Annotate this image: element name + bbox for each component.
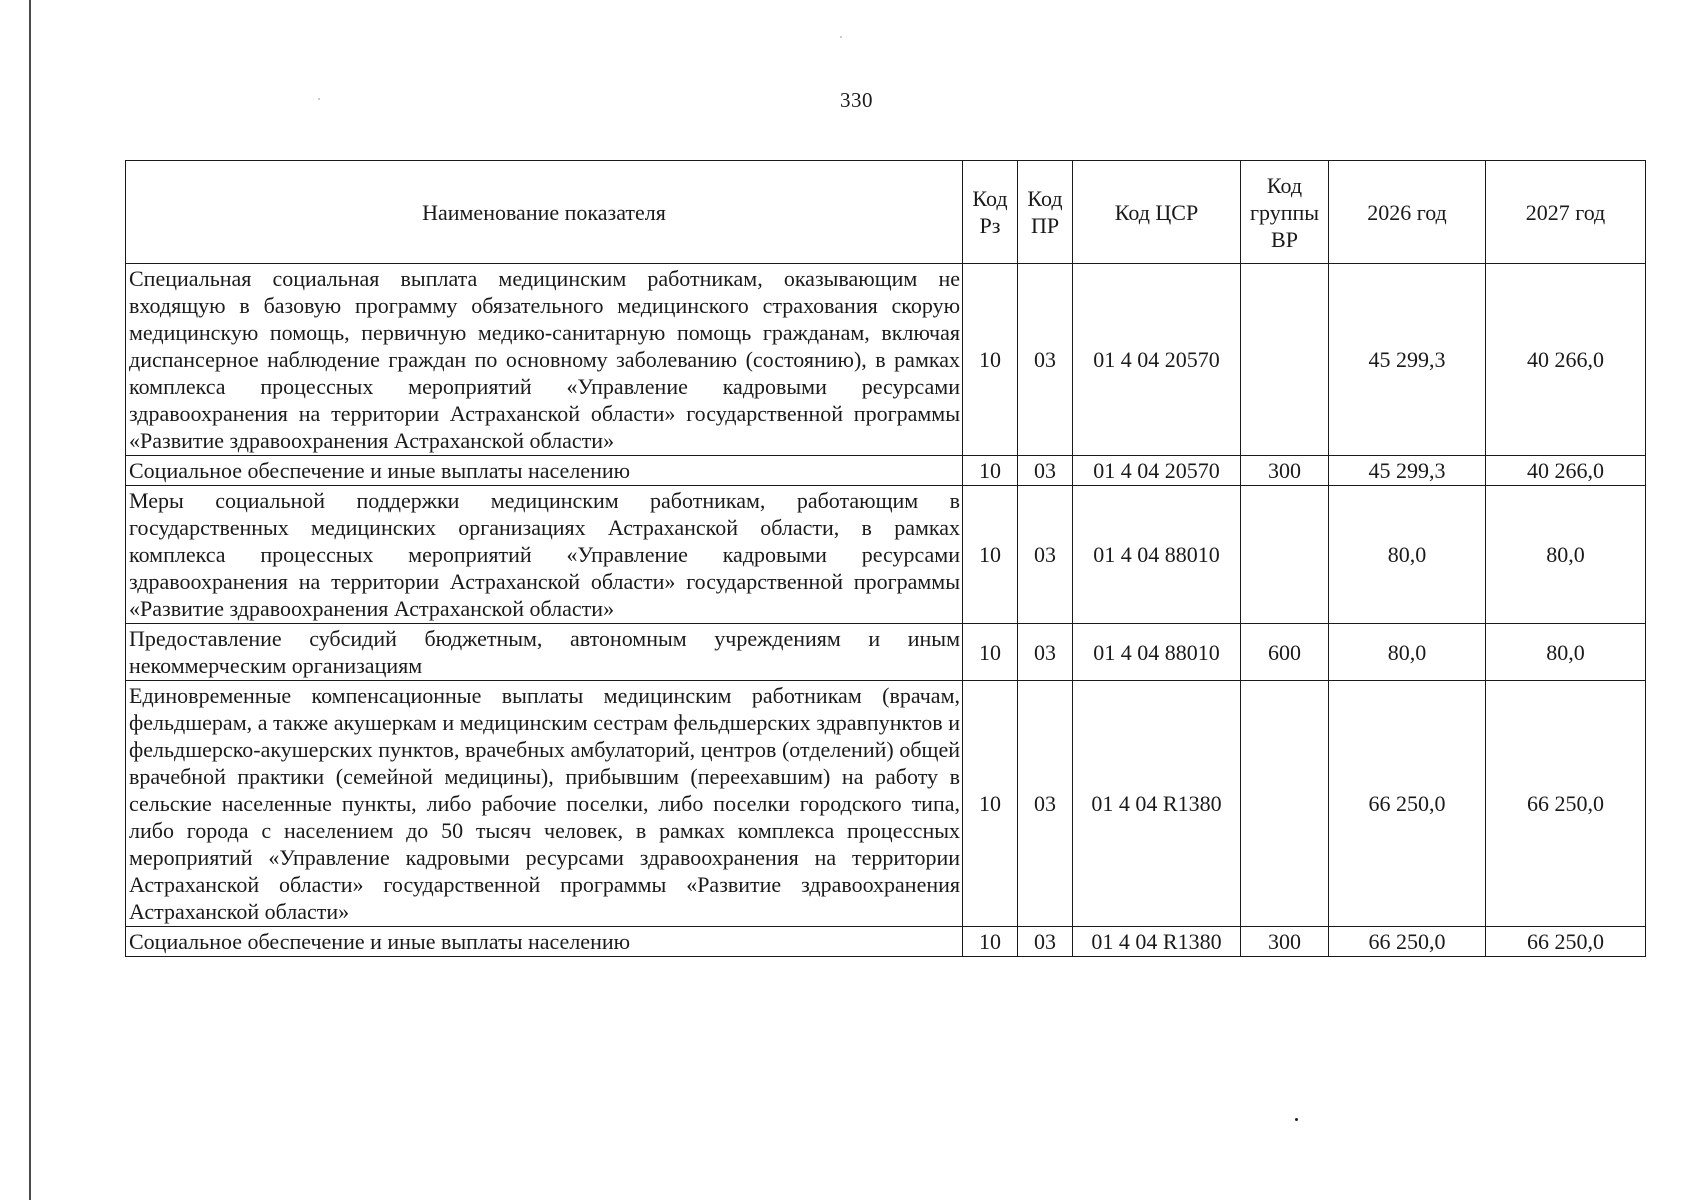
row-2027: 66 250,0 xyxy=(1486,681,1646,927)
row-2026: 80,0 xyxy=(1329,486,1486,624)
row-pr: 03 xyxy=(1018,486,1073,624)
row-pr: 03 xyxy=(1018,456,1073,486)
row-csr: 01 4 04 20570 xyxy=(1073,456,1241,486)
header-csr: Код ЦСР xyxy=(1073,161,1241,264)
row-pr: 03 xyxy=(1018,264,1073,456)
row-2026: 66 250,0 xyxy=(1329,681,1486,927)
table-row xyxy=(126,486,1646,624)
page-number: 330 xyxy=(840,88,873,112)
header-rz: Код Рз xyxy=(963,161,1018,264)
row-name: Единовременные компенсационные выплаты медицинским работникам (врачам, фельдшерам, а также акушеркам и медицинским сестрам фельдшерских здравпунктов и фельдшерско-акушерских пунктов, врачебных амбулаторий, центров (отделений) общей врачебной практики (семейной медицины), прибывшим (переехавшим) на работу в сельские населенные пункты, либо рабочие поселки, либо поселки городского типа, либо города с населением до 50 тысяч человек, в рамках комплекса процессных мероприятий «Управление кадровыми ресурсами здравоохранения на территории Астраханской области» государственной программы «Развитие здравоохранения Астраханской области» xyxy=(126,681,963,927)
row-rz: 10 xyxy=(963,264,1018,456)
row-pr: 03 xyxy=(1018,927,1073,957)
row-2026: 66 250,0 xyxy=(1329,927,1486,957)
row-2026: 45 299,3 xyxy=(1329,456,1486,486)
row-2027: 80,0 xyxy=(1486,486,1646,624)
row-rz: 10 xyxy=(963,456,1018,486)
row-name: Меры социальной поддержки медицинским работникам, работающим в государственных медицинских организациях Астраханской области, в рамках комплекса процессных мероприятий «Управление кадровыми ресурсами здравоохранения на территории Астраханской области» государственной программы «Развитие здравоохранения Астраханской области» xyxy=(126,486,963,624)
scan-edge-line xyxy=(29,0,31,1200)
header-pr: Код ПР xyxy=(1018,161,1073,264)
row-csr: 01 4 04 88010 xyxy=(1073,486,1241,624)
row-vr xyxy=(1241,681,1329,927)
row-name: Социальное обеспечение и иные выплаты населению xyxy=(126,927,963,957)
table-row xyxy=(126,264,1646,456)
row-vr xyxy=(1241,264,1329,456)
budget-table xyxy=(125,160,1646,957)
row-pr: 03 xyxy=(1018,624,1073,681)
row-rz: 10 xyxy=(963,927,1018,957)
header-vr: Код группы ВР xyxy=(1241,161,1329,264)
scan-speck xyxy=(1295,1118,1298,1121)
row-rz: 10 xyxy=(963,624,1018,681)
row-csr: 01 4 04 R1380 xyxy=(1073,681,1241,927)
row-2027: 40 266,0 xyxy=(1486,456,1646,486)
scan-speck xyxy=(318,98,320,100)
header-name: Наименование показателя xyxy=(126,161,963,264)
row-name: Предоставление субсидий бюджетным, автономным учреждениям и иным некоммерческим организациям xyxy=(126,624,963,681)
row-pr: 03 xyxy=(1018,681,1073,927)
row-csr: 01 4 04 88010 xyxy=(1073,624,1241,681)
row-2027: 40 266,0 xyxy=(1486,264,1646,456)
row-vr: 600 xyxy=(1241,624,1329,681)
row-vr xyxy=(1241,486,1329,624)
row-2026: 45 299,3 xyxy=(1329,264,1486,456)
row-csr: 01 4 04 R1380 xyxy=(1073,927,1241,957)
row-2027: 66 250,0 xyxy=(1486,927,1646,957)
row-name: Социальное обеспечение и иные выплаты населению xyxy=(126,456,963,486)
row-rz: 10 xyxy=(963,681,1018,927)
table-row xyxy=(126,927,1646,957)
row-vr: 300 xyxy=(1241,456,1329,486)
header-2027: 2027 год xyxy=(1486,161,1646,264)
row-name: Специальная социальная выплата медицинским работникам, оказывающим не входящую в базовую программу обязательного медицинского страхования скорую медицинскую помощь, первичную медико-санитарную помощь гражданам, включая диспансерное наблюдение граждан по основному заболеванию (состоянию), в рамках комплекса процессных мероприятий «Управление кадровыми ресурсами здравоохранения на территории Астраханской области» государственной программы «Развитие здравоохранения Астраханской области» xyxy=(126,264,963,456)
row-csr: 01 4 04 20570 xyxy=(1073,264,1241,456)
scan-speck xyxy=(840,36,842,38)
header-2026: 2026 год xyxy=(1329,161,1486,264)
row-2026: 80,0 xyxy=(1329,624,1486,681)
row-rz: 10 xyxy=(963,486,1018,624)
table-header-row xyxy=(126,161,1646,264)
row-2027: 80,0 xyxy=(1486,624,1646,681)
table-row xyxy=(126,624,1646,681)
row-vr: 300 xyxy=(1241,927,1329,957)
table-row xyxy=(126,456,1646,486)
table-row xyxy=(126,681,1646,927)
